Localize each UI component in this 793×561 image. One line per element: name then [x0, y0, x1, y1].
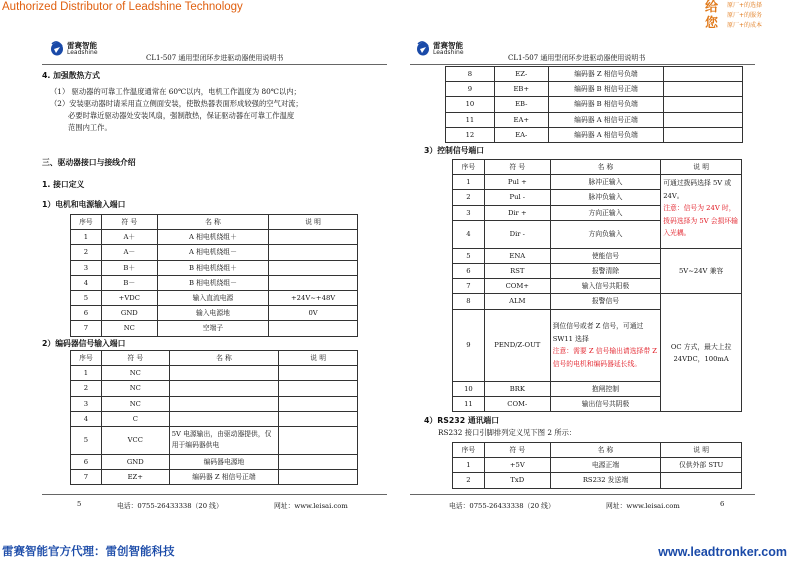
cell: A＋	[101, 230, 157, 245]
cell: 报警信号	[550, 294, 661, 309]
cell: 仅供外部 STU	[661, 458, 742, 473]
note-text: 可通过拨码选择 5V 或 24V。	[663, 179, 732, 200]
table-row	[71, 275, 358, 290]
cell: 2	[71, 245, 102, 260]
cell: 7	[453, 279, 485, 294]
col-header: 名 称	[157, 215, 268, 230]
col-header: 符 号	[101, 351, 169, 366]
cell	[550, 309, 661, 381]
table-header	[453, 160, 742, 175]
col-header: 说 明	[661, 443, 742, 458]
cell: 0V	[269, 306, 358, 321]
table-row	[446, 127, 743, 142]
cell: 5V 电源输出，由驱动器提供，仅用于编码器供电	[169, 426, 279, 454]
doc-title-left: CL1-507 通用型闭环步进驱动器使用说明书	[146, 54, 284, 62]
leadshine-logo-icon	[50, 40, 64, 56]
agent-website-link[interactable]: www.leadtronker.com	[658, 545, 787, 559]
cell: EA+	[494, 112, 548, 127]
cell: 编码器电源地	[169, 454, 279, 469]
table-row	[71, 366, 358, 381]
cell: 输入信号共阳极	[550, 279, 661, 294]
cell: EA-	[494, 127, 548, 142]
control-port-table	[452, 159, 742, 412]
col-header: 名 称	[550, 443, 661, 458]
footer-rule-right	[410, 494, 755, 495]
cell: 7	[71, 321, 102, 336]
cell: 7	[71, 470, 102, 485]
heading-interface: 三、驱动器接口与接线介绍	[42, 158, 136, 167]
cell: 11	[446, 112, 495, 127]
col-header: 说 明	[269, 215, 358, 230]
cell: Dir +	[484, 205, 550, 220]
table-row	[71, 321, 358, 336]
footer-web-right: 网址：www.leisai.com	[606, 502, 680, 510]
header-rule-right	[410, 64, 755, 65]
table-row	[71, 454, 358, 469]
cell-warning-text: 注意：需要 Z 信号输出请选择带 Z 信号的电机和编码器延长线。	[552, 347, 658, 368]
cell: 11	[453, 396, 485, 411]
cell	[664, 127, 743, 142]
cell	[279, 381, 358, 396]
cell: A 相电机绕组－	[157, 245, 268, 260]
brand-line-1: 原厂+的选择	[727, 2, 763, 9]
cell: 编码器 A 相信号负端	[548, 127, 664, 142]
table-row	[71, 260, 358, 275]
cell: 2	[71, 381, 102, 396]
cell	[269, 260, 358, 275]
cell: VCC	[101, 426, 169, 454]
col-header: 序号	[453, 443, 485, 458]
cell	[279, 396, 358, 411]
table-header	[71, 351, 358, 366]
cell: 电源正端	[550, 458, 661, 473]
table-header	[453, 443, 742, 458]
brand-line-2: 原厂+的服务	[727, 12, 763, 19]
heading-cooling: 4. 加强散热方式	[42, 71, 100, 80]
cell	[269, 275, 358, 290]
cell: +VDC	[101, 290, 157, 305]
header-rule-left	[42, 64, 387, 65]
doc-title-right: CL1-507 通用型闭环步进驱动器使用说明书	[508, 54, 646, 62]
voltage-compat-note: 5V~24V 兼容	[661, 248, 742, 294]
table-row	[453, 294, 742, 309]
table-row	[453, 473, 742, 488]
cell: 编码器 A 相信号正端	[548, 112, 664, 127]
col-header: 符 号	[484, 160, 550, 175]
cell: A 相电机绕组＋	[157, 230, 268, 245]
para-4: 范围内工作。	[68, 123, 112, 132]
cell: 空端子	[157, 321, 268, 336]
footer-rule-left	[42, 494, 387, 495]
table-row	[446, 67, 743, 82]
cell: B＋	[101, 260, 157, 275]
note-warning-text: 注意：信号为 24V 时，拨码选择为 5V 会损坏输入光耦。	[663, 204, 738, 238]
cell: B 相电机绕组－	[157, 275, 268, 290]
cell: 4	[71, 275, 102, 290]
cell: 1	[453, 175, 485, 190]
cell: +24V~+48V	[269, 290, 358, 305]
cell	[169, 366, 279, 381]
cell: EB+	[494, 82, 548, 97]
cell: 8	[446, 67, 495, 82]
brand-line-3: 原厂+的成本	[727, 22, 763, 29]
cell: 脉冲负输入	[550, 190, 661, 205]
cell	[169, 396, 279, 411]
cell: 抱闸控制	[550, 381, 661, 396]
cell: NC	[101, 321, 157, 336]
cell: 6	[71, 454, 102, 469]
footer-phone-right: 电话：0755-26433338（20 线）	[449, 502, 555, 510]
cell: GND	[101, 306, 157, 321]
cell: 编码器 B 相信号负端	[548, 97, 664, 112]
cell: Dir -	[484, 220, 550, 248]
table-row	[71, 470, 358, 485]
cell: RST	[484, 263, 550, 278]
cell: COM-	[484, 396, 550, 411]
table-row	[446, 97, 743, 112]
page-number-left: 5	[77, 500, 82, 508]
cell	[279, 411, 358, 426]
cell	[169, 381, 279, 396]
col-header: 序号	[71, 215, 102, 230]
cell: Pul -	[484, 190, 550, 205]
logo-en-text: Leadshine	[67, 49, 98, 56]
para-3: 必要时靠近驱动器处安装风扇，强制散热，保证驱动器在可靠工作温度	[68, 111, 295, 120]
cell: EB-	[494, 97, 548, 112]
cell	[279, 366, 358, 381]
cell	[664, 97, 743, 112]
col-header: 序号	[71, 351, 102, 366]
cell: PEND/Z-OUT	[484, 309, 550, 381]
heading-rs232-port: 4）RS232 通讯端口	[424, 416, 500, 425]
cell: 3	[71, 396, 102, 411]
para-1: （1） 驱动器的可靠工作温度通常在 60℃以内，电机工作温度为 80℃以内；	[50, 87, 301, 96]
table-row	[446, 112, 743, 127]
logo-cn-text: 雷赛智能	[67, 41, 97, 50]
cell: 输入电源地	[157, 306, 268, 321]
cell: 1	[71, 366, 102, 381]
col-header: 说 明	[279, 351, 358, 366]
cell	[664, 112, 743, 127]
cell: RS232 发送端	[550, 473, 661, 488]
table-row	[71, 245, 358, 260]
official-agent-banner: 雷赛智能官方代理：雷创智能科技	[2, 544, 175, 558]
cell: Pul +	[484, 175, 550, 190]
cell: 6	[71, 306, 102, 321]
table-row	[453, 248, 742, 263]
col-header: 符 号	[484, 443, 550, 458]
cell: 2	[453, 473, 485, 488]
cell: TxD	[484, 473, 550, 488]
rs232-port-table	[452, 442, 742, 489]
logo-en-text: Leadshine	[433, 49, 464, 56]
logo-cn-text: 雷赛智能	[433, 41, 463, 50]
cell: 10	[453, 381, 485, 396]
table-header	[71, 215, 358, 230]
cell: +5V	[484, 458, 550, 473]
cell: 8	[453, 294, 485, 309]
leadshine-logo-left	[50, 38, 110, 60]
cell: BRK	[484, 381, 550, 396]
cell: B 相电机绕组＋	[157, 260, 268, 275]
cell: ALM	[484, 294, 550, 309]
leadshine-logo-right	[416, 38, 476, 60]
cell: EZ+	[101, 470, 169, 485]
cell: 3	[453, 205, 485, 220]
cell: ENA	[484, 248, 550, 263]
col-header: 符 号	[101, 215, 157, 230]
cell: 5	[71, 290, 102, 305]
cell	[269, 245, 358, 260]
cell: A－	[101, 245, 157, 260]
cell: 输出信号共阴极	[550, 396, 661, 411]
brand-char-1: 给	[705, 0, 719, 15]
heading-encoder-port: 2）编码器信号输入端口	[42, 339, 126, 348]
cell	[279, 454, 358, 469]
cell: 编码器 B 相信号正端	[548, 82, 664, 97]
signal-level-note	[661, 175, 742, 249]
table-row	[71, 396, 358, 411]
footer-phone-left: 电话：0755-26433338（20 线）	[117, 502, 223, 510]
cell: 方向负输入	[550, 220, 661, 248]
cell	[269, 230, 358, 245]
leadshine-logo-icon	[416, 40, 430, 56]
cell: NC	[101, 366, 169, 381]
cell-text: 到位信号或者 Z 信号，可通过 SW11 选择	[552, 322, 644, 343]
cell: 3	[71, 260, 102, 275]
table-row	[453, 175, 742, 190]
power-port-table	[70, 214, 358, 337]
cell	[279, 470, 358, 485]
rs232-description: RS232 接口引脚排列定义见下图 2 所示：	[438, 428, 577, 437]
cell: 报警清除	[550, 263, 661, 278]
brand-slogan	[699, 0, 789, 36]
col-header: 序号	[453, 160, 485, 175]
cell: 输入直流电源	[157, 290, 268, 305]
cell: 编码器 Z 相信号负端	[548, 67, 664, 82]
col-header: 说 明	[661, 160, 742, 175]
cell: 2	[453, 190, 485, 205]
col-header: 名 称	[550, 160, 661, 175]
cell: 1	[71, 230, 102, 245]
cell: 4	[71, 411, 102, 426]
cell: 9	[453, 309, 485, 381]
cell	[169, 411, 279, 426]
table-row	[453, 458, 742, 473]
cell: EZ-	[494, 67, 548, 82]
table-row	[71, 230, 358, 245]
table-row	[71, 306, 358, 321]
cell: NC	[101, 381, 169, 396]
cell	[279, 426, 358, 454]
cell: C	[101, 411, 169, 426]
table-row	[71, 381, 358, 396]
page-number-right: 6	[720, 500, 725, 508]
distributor-banner: Authorized Distributor of Leadshine Technology	[2, 1, 243, 13]
cell: 9	[446, 82, 495, 97]
cell: 编码器 Z 相信号正端	[169, 470, 279, 485]
cell	[664, 67, 743, 82]
table-row	[71, 411, 358, 426]
cell: GND	[101, 454, 169, 469]
cell: 12	[446, 127, 495, 142]
heading-power-port: 1）电机和电源输入端口	[42, 200, 126, 209]
heading-control-port: 3）控制信号端口	[424, 146, 485, 155]
cell: 4	[453, 220, 485, 248]
cell: 脉冲正输入	[550, 175, 661, 190]
footer-web-left: 网址：www.leisai.com	[274, 502, 348, 510]
cell: 使能信号	[550, 248, 661, 263]
para-2: （2）安装驱动器时请采用直立侧面安装，使散热器表面形成较强的空气对流；	[50, 99, 303, 108]
brand-char-2: 您	[705, 16, 719, 31]
cell: 6	[453, 263, 485, 278]
encoder-port-table	[70, 350, 358, 485]
encoder-port-table-cont	[445, 66, 743, 143]
cell	[661, 473, 742, 488]
cell: COM+	[484, 279, 550, 294]
cell: 5	[453, 248, 485, 263]
table-row	[71, 290, 358, 305]
heading-interface-def: 1. 接口定义	[42, 180, 85, 189]
table-row	[446, 82, 743, 97]
cell	[269, 321, 358, 336]
cell: 5	[71, 426, 102, 454]
col-header: 名 称	[169, 351, 279, 366]
table-row	[71, 426, 358, 454]
cell: 10	[446, 97, 495, 112]
cell: B－	[101, 275, 157, 290]
output-type-note: OC 方式，最大上拉 24VDC，100mA	[661, 294, 742, 412]
cell	[664, 82, 743, 97]
cell: 方向正输入	[550, 205, 661, 220]
cell: NC	[101, 396, 169, 411]
cell: 1	[453, 458, 485, 473]
